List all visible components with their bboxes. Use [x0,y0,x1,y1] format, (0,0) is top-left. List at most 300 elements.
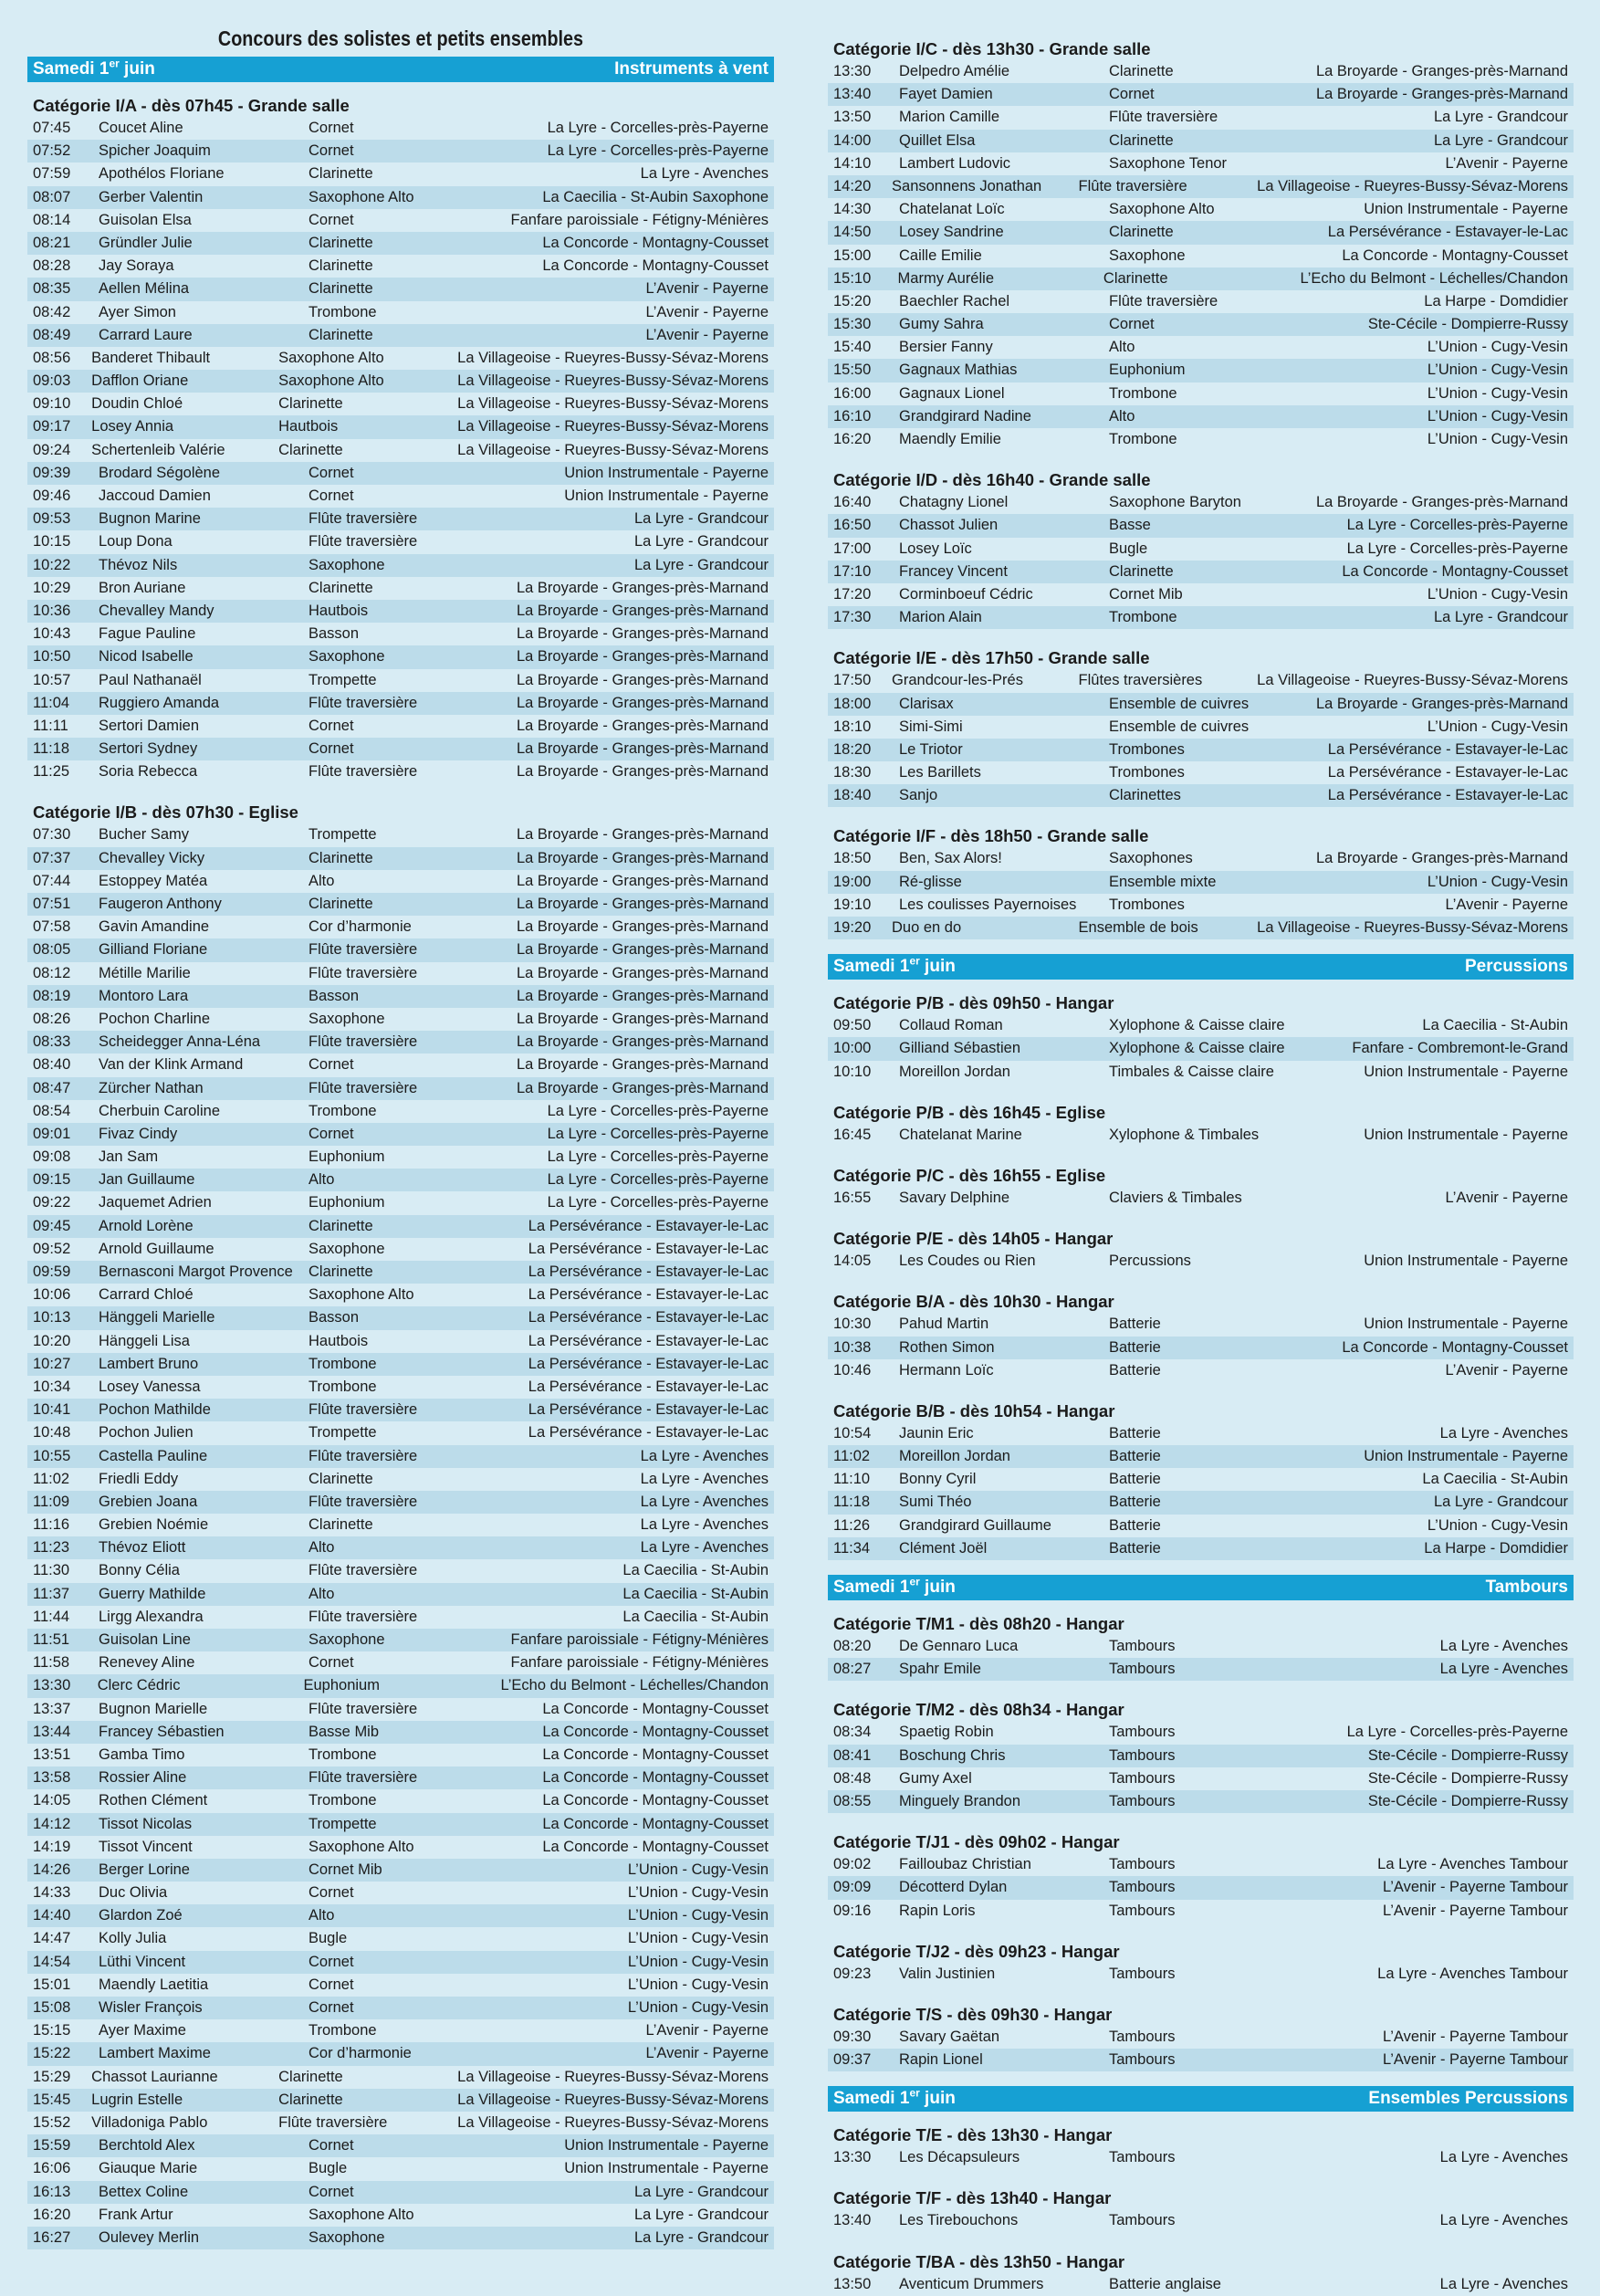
society-cell: L’Avenir - Payerne [1445,154,1568,172]
time-cell: 11:16 [33,1516,70,1534]
table-row [828,2273,1574,2296]
time-cell: 09:37 [833,2051,872,2069]
category-heading: Catégorie T/E - dès 13h30 - Hangar [833,2125,1113,2145]
society-cell: La Broyarde - Granges-près-Marnand [516,625,769,643]
instrument-cell: Saxophone Tenor [1109,154,1228,172]
performer-cell: Simi-Simi [899,718,963,735]
performer-cell: Rossier Aline [99,1769,187,1787]
performer-cell: Gründler Julie [99,234,193,251]
instrument-cell: Tambours [1109,1661,1176,1678]
table-row [828,83,1574,106]
society-cell: Union Instrumentale - Payerne [1364,1126,1568,1143]
time-cell: 08:42 [33,303,71,320]
table-row [27,1813,774,1836]
table-row [828,561,1574,583]
society-cell: La Lyre - Grandcour [633,556,769,573]
instrument-cell: Hautbois [278,418,339,435]
instrument-cell: Hautbois [308,1332,369,1349]
society-cell: L’Avenir - Payerne Tambour [1382,1879,1568,1896]
society-cell: La Concorde - Montagny-Cousset [1342,1338,1568,1356]
band-day-text: Samedi 1 [833,2089,910,2109]
time-cell: 08:27 [833,1661,872,1678]
society-cell: La Lyre - Corcelles-près-Payerne [547,1102,769,1119]
instrument-cell: Clarinette [1109,131,1174,149]
table-row [27,1927,774,1950]
performer-cell: Carrard Laure [99,326,193,343]
page-title: Concours des solistes et petits ensembles [217,26,584,50]
society-cell: La Caecilia - St-Aubin [622,1585,769,1602]
instrument-cell: Batterie [1109,1361,1161,1379]
right-column [828,20,1574,2296]
time-cell: 14:50 [833,224,872,241]
performer-cell: Grandgirard Nadine [899,407,1031,425]
society-cell: La Broyarde - Granges-près-Marnand [516,671,769,688]
time-cell: 08:12 [33,964,71,981]
time-cell: 08:35 [33,280,71,298]
table-row [27,669,774,692]
table-row [828,290,1574,313]
society-cell: L’Union - Cugy-Vesin [1427,718,1568,735]
section-band [828,2086,1574,2112]
time-cell: 08:21 [33,234,71,251]
table-row [27,1767,774,1789]
table-row [27,1215,774,1238]
society-cell: La Lyre - Avenches [640,1539,769,1557]
instrument-cell: Cornet [1109,86,1155,103]
society-cell: La Persévérance - Estavayer-le-Lac [528,1424,769,1442]
society-cell: La Villageoise - Rueyres-Bussy-Sévaz-Morens [457,372,769,390]
instrument-cell: Clarinette [308,849,373,866]
table-row [27,1698,774,1721]
table-row [828,1359,1574,1382]
instrument-cell: Clarinette [1109,224,1174,241]
table-row [27,962,774,985]
performer-cell: Gumy Sahra [899,316,984,333]
society-cell: L’Avenir - Payerne [645,2022,769,2039]
instrument-cell: Saxophones [1109,850,1193,867]
category-heading: Catégorie P/B - dès 09h50 - Hangar [833,993,1114,1013]
table-row [828,428,1574,451]
category-heading: Catégorie B/A - dès 10h30 - Hangar [833,1292,1114,1312]
performer-cell: Faugeron Anthony [99,896,222,912]
time-cell: 14:26 [33,1861,71,1878]
instrument-cell: Cornet Mib [308,1861,382,1878]
table-row [828,1537,1574,1560]
society-cell: La Lyre - Avenches [1439,2149,1568,2166]
instrument-cell: Trombone [308,1355,377,1372]
society-cell: La Broyarde - Granges-près-Marnand [516,740,769,758]
instrument-cell: Trombone [308,1746,377,1763]
category-table [828,1187,1574,1210]
instrument-cell: Flûte traversière [1109,109,1218,126]
section-band [828,954,1574,980]
time-cell: 11:18 [33,740,70,758]
section-band [828,1575,1574,1600]
time-cell: 15:10 [833,269,872,287]
instrument-cell: Xylophone & Caisse claire [1109,1040,1285,1057]
instrument-cell: Cornet [308,464,354,481]
society-cell: L’Union - Cugy-Vesin [627,1930,769,1947]
table-row [828,669,1574,692]
performer-cell: Dafflon Oriane [91,372,189,390]
time-cell: 07:44 [33,872,71,889]
instrument-cell: Cornet [308,1125,354,1142]
performer-cell: Clarisax [899,695,954,712]
table-row [828,784,1574,807]
performer-cell: Glardon Zoé [99,1907,183,1924]
instrument-cell: Bugle [1109,540,1148,557]
society-cell: La Villageoise - Rueyres-Bussy-Sévaz-Morens [457,2068,769,2085]
performer-cell: Friedli Eddy [99,1470,179,1487]
performer-cell: Francey Vincent [899,562,1008,580]
performer-cell: Lüthi Vincent [99,1953,186,1970]
society-cell: La Persévérance - Estavayer-le-Lac [528,1286,769,1304]
instrument-cell: Flûte traversière [308,694,418,711]
time-cell: 11:04 [33,694,70,711]
category-table [828,1963,1574,1986]
society-cell: La Broyarde - Granges-près-Marnand [516,941,769,959]
time-cell: 08:07 [33,188,71,205]
performer-cell: Aventicum Drummers [899,2275,1044,2292]
instrument-cell: Flûte traversière [1109,292,1218,309]
table-row [27,1583,774,1606]
time-cell: 10:15 [33,533,71,550]
instrument-cell: Trombones [1109,764,1185,781]
performer-cell: Spaetig Robin [899,1724,994,1741]
performer-cell: Thévoz Nils [99,556,178,573]
time-cell: 13:50 [833,2275,872,2292]
instrument-cell: Trompette [308,1815,377,1832]
performer-cell: Valin Justinien [899,1965,996,1982]
performer-cell: Rothen Clément [99,1792,208,1809]
instrument-cell: Bugle [308,2160,348,2177]
table-row [27,554,774,577]
society-cell: La Broyarde - Granges-près-Marnand [516,717,769,734]
performer-cell: Van der Klink Armand [99,1056,244,1074]
society-cell: La Broyarde - Granges-près-Marnand [516,964,769,981]
performer-cell: Gerber Valentin [99,188,204,205]
instrument-cell: Cornet [308,1976,354,1993]
performer-cell: Décotterd Dylan [899,1879,1008,1896]
society-cell: La Lyre - Corcelles-près-Payerne [547,142,769,160]
time-cell: 09:22 [33,1194,71,1211]
society-cell: La Broyarde - Granges-près-Marnand [516,826,769,844]
instrument-cell: Euphonium [308,1194,385,1211]
band-section-name: Tambours [1485,1578,1568,1597]
instrument-cell: Xylophone & Caisse claire [1109,1017,1285,1034]
society-cell: L’Union - Cugy-Vesin [627,1861,769,1878]
society-cell: La Lyre - Avenches [640,1447,769,1464]
performer-cell: Spicher Joaquim [99,142,211,160]
society-cell: La Persévérance - Estavayer-le-Lac [528,1240,769,1257]
instrument-cell: Euphonium [1109,362,1186,379]
society-cell: L’Union - Cugy-Vesin [627,1953,769,1970]
performer-cell: Chatagny Lionel [899,494,1009,511]
table-row [828,2026,1574,2049]
time-cell: 15:40 [833,339,872,356]
time-cell: 13:40 [833,86,872,103]
society-cell: L’Union - Cugy-Vesin [1427,339,1568,356]
instrument-cell: Tambours [1109,2149,1176,2166]
category-heading: Catégorie T/M1 - dès 08h20 - Hangar [833,1614,1124,1633]
performer-cell: Bernasconi Margot Provence [99,1263,293,1280]
table-row [27,278,774,300]
performer-cell: Le Triotor [899,740,963,758]
instrument-cell: Cornet [308,2183,354,2200]
society-cell: La Broyarde - Granges-près-Marnand [516,763,769,781]
time-cell: 11:18 [833,1494,871,1511]
performer-cell: Ayer Maxime [99,2022,186,2039]
instrument-cell: Clarinette [278,2091,343,2108]
instrument-cell: Saxophone Alto [1109,201,1215,218]
instrument-cell: Tambours [1109,2028,1176,2045]
time-cell: 13:50 [833,109,872,126]
performer-cell: Nicod Isabelle [99,648,193,666]
performer-cell: Hänggeli Marielle [99,1309,215,1326]
society-cell: La Concorde - Montagny-Cousset [542,1746,769,1763]
society-cell: Fanfare paroissiale - Fétigny-Ménières [510,1631,769,1648]
band-section-name: Instruments à vent [614,59,769,79]
table-row [828,514,1574,537]
instrument-cell: Batterie [1109,1494,1161,1511]
category-heading: Catégorie B/B - dès 10h54 - Hangar [833,1400,1115,1421]
performer-cell: Losey Annia [91,418,174,435]
performer-cell: Rapin Lionel [899,2051,983,2069]
performer-cell: Oulevey Merlin [99,2228,200,2246]
time-cell: 07:58 [33,918,71,936]
society-cell: L’Union - Cugy-Vesin [627,1976,769,1993]
time-cell: 08:56 [33,349,71,366]
table-row [27,1284,774,1306]
society-cell: La Villageoise - Rueyres-Bussy-Sévaz-Morens [457,349,769,366]
time-cell: 10:34 [33,1378,71,1395]
performer-cell: Chevalley Mandy [99,602,214,619]
instrument-cell: Trombone [308,1378,377,1395]
society-cell: Fanfare - Combremont-le-Grand [1352,1040,1568,1057]
time-cell: 17:20 [833,585,872,603]
society-cell: La Caecilia - St-Aubin [1422,1471,1568,1488]
table-row [27,2134,774,2157]
society-cell: La Caecilia - St-Aubin Saxophone [542,188,769,205]
instrument-cell: Cornet [308,211,354,228]
category-heading: Catégorie P/B - dès 16h45 - Eglise [833,1102,1106,1122]
time-cell: 10:41 [33,1401,71,1419]
performer-cell: Sertori Damien [99,717,200,734]
performer-cell: Caille Emilie [899,246,982,264]
performer-cell: Lugrin Estelle [91,2091,183,2108]
table-row [828,1853,1574,1876]
instrument-cell: Alto [308,1539,335,1557]
performer-cell: Bettex Coline [99,2183,189,2200]
time-cell: 19:00 [833,873,872,890]
instrument-cell: Alto [308,1907,335,1924]
time-cell: 08:26 [33,1010,71,1027]
performer-cell: Clerc Cédric [97,1677,181,1694]
society-cell: L’Echo du Belmont - Léchelles/Chandon [1300,269,1568,287]
performer-cell: Coucet Aline [99,120,183,136]
society-cell: La Concorde - Montagny-Cousset [1342,246,1568,264]
performer-cell: Tissot Nicolas [99,1815,193,1832]
table-row [828,716,1574,739]
performer-cell: Bucher Samy [99,826,190,844]
time-cell: 11:30 [33,1562,70,1579]
time-cell: 08:40 [33,1056,71,1074]
performer-cell: Kolly Julia [99,1930,167,1947]
society-cell: La Villageoise - Rueyres-Bussy-Sévaz-Morens [457,2113,769,2131]
instrument-cell: Saxophone Alto [278,372,384,390]
instrument-cell: Cornet [1109,316,1155,333]
society-cell: L’Avenir - Payerne [645,280,769,298]
society-cell: La Broyarde - Granges-près-Marnand [516,694,769,711]
time-cell: 11:02 [33,1470,70,1487]
instrument-cell: Cornet [308,1654,354,1672]
society-cell: L’Avenir - Payerne [1445,896,1568,913]
instrument-cell: Tambours [1109,2051,1176,2069]
table-row [27,209,774,232]
band-day-sup: er [909,954,920,968]
band-day-suffix: juin [919,1578,956,1597]
instrument-cell: Trombone [308,1792,377,1809]
performer-cell: Guisolan Elsa [99,211,192,228]
instrument-cell: Clarinette [308,165,373,183]
table-row [828,1468,1574,1491]
table-row [27,1951,774,1974]
performer-cell: Moreillon Jordan [899,1063,1010,1080]
instrument-cell: Alto [308,1585,335,1602]
table-row [27,1997,774,2019]
time-cell: 15:52 [33,2113,71,2131]
instrument-cell: Trombone [308,1102,377,1119]
time-cell: 11:23 [33,1539,70,1557]
performer-cell: Bugnon Marine [99,510,201,528]
table-row [27,324,774,347]
performer-cell: Doudin Chloé [91,395,183,413]
society-cell: La Lyre - Avenches Tambour [1377,1856,1568,1873]
society-cell: Union Instrumentale - Payerne [1364,201,1568,218]
performer-cell: Loup Dona [99,533,173,550]
table-row [828,1187,1574,1210]
table-row [27,1376,774,1399]
table-row [828,1250,1574,1273]
instrument-cell: Flûte traversière [308,1562,418,1579]
society-cell: L’Avenir - Payerne Tambour [1382,2028,1568,2045]
performer-cell: Grebien Joana [99,1493,198,1510]
table-row [27,1651,774,1674]
category-heading: Catégorie I/F - dès 18h50 - Grande salle [833,826,1149,846]
society-cell: La Lyre - Grandcour [633,2206,769,2223]
instrument-cell: Clarinette [278,2068,343,2085]
society-cell: La Lyre - Corcelles-près-Payerne [547,1148,769,1166]
table-row [27,2227,774,2249]
society-cell: L’Avenir - Payerne [645,2045,769,2062]
table-row [828,583,1574,606]
table-row [27,1721,774,1744]
table-row [27,2089,774,2112]
performer-cell: Bersier Fanny [899,339,993,356]
performer-cell: Chassot Laurianne [91,2068,218,2085]
instrument-cell: Clarinette [278,441,343,458]
performer-cell: Corminboeuf Cédric [899,585,1033,603]
society-cell: La Concorde - Montagny-Cousset [542,257,769,275]
society-cell: La Persévérance - Estavayer-le-Lac [528,1217,769,1234]
instrument-cell: Basson [308,987,360,1004]
performer-cell: Fague Pauline [99,625,196,643]
section-band [27,57,774,82]
table-row [828,2209,1574,2232]
time-cell: 08:28 [33,257,71,275]
time-cell: 09:39 [33,464,71,481]
table-row [828,198,1574,221]
society-cell: La Lyre - Grandcour [1433,1494,1568,1511]
table-row [828,1900,1574,1923]
table-row [27,1536,774,1559]
society-cell: L’Union - Cugy-Vesin [1427,873,1568,890]
table-row [828,383,1574,405]
performer-cell: Collaud Roman [899,1017,1003,1034]
instrument-cell: Tambours [1109,1902,1176,1919]
left-column [27,20,774,2249]
table-row [828,152,1574,175]
performer-cell: Marmy Aurélie [897,269,994,287]
society-cell: La Villageoise - Rueyres-Bussy-Sévaz-Morens [457,441,769,458]
table-row [828,1515,1574,1537]
society-cell: Ste-Cécile - Dompierre-Russy [1367,1792,1568,1809]
table-row [27,847,774,870]
time-cell: 10:55 [33,1447,71,1464]
table-row [828,739,1574,761]
instrument-cell: Flûte traversière [308,1447,418,1464]
category-heading: Catégorie I/A - dès 07h45 - Grande salle [33,96,350,115]
performer-cell: Quillet Elsa [899,131,976,149]
time-cell: 09:46 [33,488,71,504]
society-cell: La Concorde - Montagny-Cousset [542,1769,769,1787]
society-cell: Union Instrumentale - Payerne [1364,1253,1568,1270]
instrument-cell: Saxophone [308,1010,385,1027]
table-row [828,245,1574,267]
performer-cell: Jan Sam [99,1148,159,1166]
performer-cell: Lirgg Alexandra [99,1608,204,1625]
society-cell: Union Instrumentale - Payerne [1364,1448,1568,1465]
instrument-cell: Basse [1109,517,1151,534]
instrument-cell: Basson [308,1309,360,1326]
society-cell: La Concorde - Montagny-Cousset [542,1838,769,1855]
performer-cell: Spahr Emile [899,1661,981,1678]
table-row [27,692,774,715]
performer-cell: Jay Soraya [99,257,174,275]
table-row [27,485,774,508]
society-cell: L’Union - Cugy-Vesin [1427,407,1568,425]
performer-cell: Gagnaux Mathias [899,362,1018,379]
society-cell: La Persévérance - Estavayer-le-Lac [528,1378,769,1395]
performer-cell: Arnold Guillaume [99,1240,214,1257]
performer-cell: Villadoniga Pablo [91,2113,208,2131]
table-row [27,1859,774,1882]
band-day [33,57,155,82]
time-cell: 15:50 [833,362,872,379]
performer-cell: Failloubaz Christian [899,1856,1031,1873]
instrument-cell: Saxophone [308,648,385,666]
time-cell: 18:50 [833,850,872,867]
performer-cell: Baechler Rachel [899,292,1010,309]
time-cell: 09:15 [33,1171,71,1189]
table-row [27,1146,774,1169]
time-cell: 08:49 [33,326,71,343]
instrument-cell: Flûte traversière [308,1079,418,1096]
society-cell: La Lyre - Avenches [640,1470,769,1487]
table-row [828,1963,1574,1986]
instrument-cell: Trombone [1109,384,1177,402]
table-row [828,761,1574,784]
